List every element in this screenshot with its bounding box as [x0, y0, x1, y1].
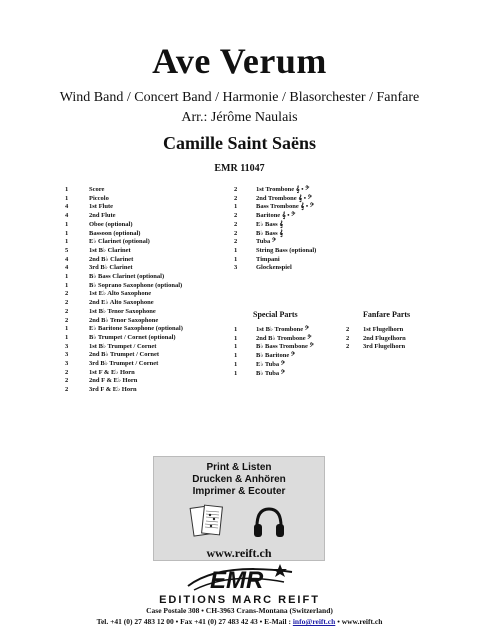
part-count: 1 [65, 325, 69, 333]
part-count: 2 [234, 229, 238, 237]
part-row [65, 256, 183, 265]
fanfare-parts-heading: Fanfare Parts [363, 310, 411, 319]
part-count: 2 [346, 334, 350, 342]
part-count: 2 [234, 194, 238, 202]
part-row [65, 273, 183, 282]
part-count: 5 [65, 246, 69, 254]
part-name: 1st B♭ Tenor Saxophone [89, 307, 156, 315]
part-name: E♭ Clarinet (optional) [89, 238, 150, 246]
headphones-icon [249, 502, 289, 542]
part-count: 1 [65, 333, 69, 341]
part-name: 1st E♭ Alto Saxophone [89, 290, 152, 298]
part-count: 3 [65, 351, 69, 359]
part-count: 1 [65, 229, 69, 237]
part-row [234, 212, 316, 221]
arranger: Arr.: Jérôme Naulais [181, 110, 298, 125]
part-count: 2 [234, 212, 238, 220]
part-count: 3 [65, 360, 69, 368]
part-name: 2nd Flugelhorn [363, 334, 406, 342]
part-row [234, 370, 314, 379]
part-count: 1 [234, 343, 238, 351]
part-row [234, 256, 316, 265]
part-name: 1st F & E♭ Horn [89, 368, 135, 376]
part-name: 2nd B♭ Trombone 𝄢 [256, 334, 312, 342]
part-name: B♭ Trumpet / Cornet (optional) [89, 333, 176, 341]
parts-list-right [234, 186, 316, 273]
part-name: 1st B♭ Trombone 𝄢 [256, 326, 309, 333]
parts-list-left [65, 186, 183, 395]
part-row [346, 335, 406, 344]
part-name: 2nd E♭ Alto Saxophone [89, 299, 154, 307]
part-name: 2nd Trombone 𝄞 • 𝄢 [256, 194, 312, 202]
part-name: E♭ Bass 𝄞 [256, 220, 284, 228]
part-name: Timpani [256, 255, 280, 263]
part-name: Glockenspiel [256, 264, 292, 272]
special-parts-list [234, 326, 314, 378]
part-name: 1st B♭ Clarinet [89, 246, 131, 254]
part-name: 1st B♭ Trumpet / Cornet [89, 342, 157, 350]
part-name: Piccolo [89, 194, 109, 202]
promo-line-1: Print & Listen [206, 462, 272, 473]
part-name: 1st Flugelhorn [363, 326, 404, 333]
promo-line-3: Imprimer & Ecouter [192, 486, 286, 497]
part-count: 4 [65, 212, 69, 220]
page-title: Ave Verum [152, 41, 327, 81]
promo-url[interactable]: www.reift.ch [206, 546, 272, 560]
part-row [234, 247, 316, 256]
part-row [65, 369, 183, 378]
part-count: 1 [234, 203, 238, 211]
publisher-name: EDITIONS MARC REIFT [159, 594, 320, 606]
part-name: B♭ Bass Trombone 𝄢 [256, 343, 314, 351]
part-name: B♭ Soprano Saxophone (optional) [89, 281, 183, 289]
part-name: E♭ Tuba 𝄢 [256, 360, 285, 368]
part-row [234, 186, 316, 195]
part-count: 1 [65, 186, 69, 193]
part-row [346, 343, 406, 352]
part-count: 1 [234, 246, 238, 254]
part-row [65, 221, 183, 230]
part-count: 4 [65, 203, 69, 211]
part-row [234, 230, 316, 239]
part-row [65, 351, 183, 360]
part-row [234, 343, 314, 352]
contact-phone-fax: Tel. +41 (0) 27 483 12 00 • Fax +41 (0) 27 483 42 43 • E-Mail : [96, 617, 293, 626]
part-name: 1st Flute [89, 203, 114, 211]
part-row [65, 203, 183, 212]
part-row [234, 203, 316, 212]
part-row [65, 377, 183, 386]
part-count: 4 [65, 264, 69, 272]
part-count: 2 [234, 186, 238, 193]
part-name: E♭ Baritone Saxophone (optional) [89, 325, 183, 333]
part-name: 2nd B♭ Trumpet / Cornet [89, 351, 159, 359]
part-count: 2 [65, 386, 69, 394]
part-row [234, 326, 314, 335]
part-row [65, 186, 183, 195]
part-name: 2nd Flute [89, 212, 116, 220]
part-row [234, 361, 314, 370]
special-parts-heading: Special Parts [253, 310, 298, 319]
part-name: Score [89, 186, 105, 193]
part-name: Oboe (optional) [89, 220, 133, 228]
part-name: 2nd B♭ Clarinet [89, 255, 134, 263]
part-row [234, 264, 316, 273]
part-count: 1 [234, 326, 238, 333]
part-count: 1 [234, 255, 238, 263]
part-name: B♭ Tuba 𝄢 [256, 369, 285, 377]
part-count: 1 [65, 220, 69, 228]
part-row [65, 360, 183, 369]
part-count: 2 [65, 290, 69, 298]
part-name: 2nd B♭ Tenor Saxophone [89, 316, 159, 324]
part-row [65, 325, 183, 334]
catalog-number: EMR 11047 [214, 163, 265, 174]
part-count: 2 [65, 377, 69, 385]
part-name: 2nd F & E♭ Horn [89, 377, 138, 385]
part-name: Baritone 𝄞 • 𝄢 [256, 212, 296, 220]
part-name: String Bass (optional) [256, 246, 317, 254]
part-count: 1 [65, 194, 69, 202]
part-count: 4 [65, 255, 69, 263]
sheet-music-icon [189, 502, 229, 542]
part-count: 2 [346, 326, 350, 333]
part-name: Bass Trombone 𝄞 • 𝄢 [256, 203, 314, 211]
composer: Camille Saint Saëns [162, 133, 317, 153]
contact-email-link[interactable]: info@reift.ch [292, 617, 336, 626]
publisher-address: Case Postale 308 • CH-3963 Crans-Montana (Switzerland) [146, 606, 333, 615]
part-count: 1 [65, 238, 69, 246]
fanfare-parts-list [346, 326, 406, 352]
part-count: 2 [65, 316, 69, 324]
part-row [65, 212, 183, 221]
part-row [65, 238, 183, 247]
part-count: 3 [65, 342, 69, 350]
part-count: 1 [234, 369, 238, 377]
part-row [65, 290, 183, 299]
part-name: 3rd F & E♭ Horn [89, 386, 137, 394]
part-count: 1 [234, 360, 238, 368]
part-count: 1 [234, 334, 238, 342]
part-row [65, 308, 183, 317]
instrumentation-subtitle: Wind Band / Concert Band / Harmonie / Blasorchester / Fanfare [59, 90, 420, 105]
part-count: 1 [65, 281, 69, 289]
emr-logo [180, 560, 300, 594]
part-name: B♭ Baritone 𝄢 [256, 352, 296, 360]
part-row [234, 221, 316, 230]
part-row [65, 264, 183, 273]
print-listen-box[interactable] [153, 456, 325, 561]
part-row [65, 247, 183, 256]
part-row [346, 326, 406, 335]
contact-website: • www.reift.ch [335, 617, 383, 626]
part-name: 3rd B♭ Clarinet [89, 264, 133, 272]
part-name: Tuba 𝄢 [256, 238, 277, 246]
part-count: 1 [234, 352, 238, 360]
promo-line-2: Drucken & Anhören [192, 474, 286, 485]
part-row [65, 386, 183, 395]
part-count: 2 [65, 307, 69, 315]
part-count: 2 [234, 238, 238, 246]
part-row [65, 343, 183, 352]
part-row [65, 299, 183, 308]
part-row [65, 317, 183, 326]
part-name: B♭ Bass 𝄞 [256, 229, 284, 237]
part-name: 3rd B♭ Trumpet / Cornet [89, 360, 159, 368]
part-name: B♭ Bass Clarinet (optional) [89, 273, 165, 281]
part-count: 2 [346, 343, 350, 351]
part-row [234, 352, 314, 361]
part-count: 2 [65, 299, 69, 307]
part-count: 2 [234, 220, 238, 228]
part-count: 1 [65, 273, 69, 281]
part-count: 3 [234, 264, 238, 272]
part-row [65, 195, 183, 204]
part-row [65, 230, 183, 239]
part-name: Bassoon (optional) [89, 229, 141, 237]
part-count: 2 [65, 368, 69, 376]
part-row [65, 282, 183, 291]
svg-text:EMR: EMR [210, 567, 264, 594]
part-row [234, 238, 316, 247]
publisher-contact [0, 617, 479, 626]
part-name: 3rd Flugelhorn [363, 343, 406, 351]
part-name: 1st Trombone 𝄞 • 𝄢 [256, 186, 310, 193]
part-row [65, 334, 183, 343]
